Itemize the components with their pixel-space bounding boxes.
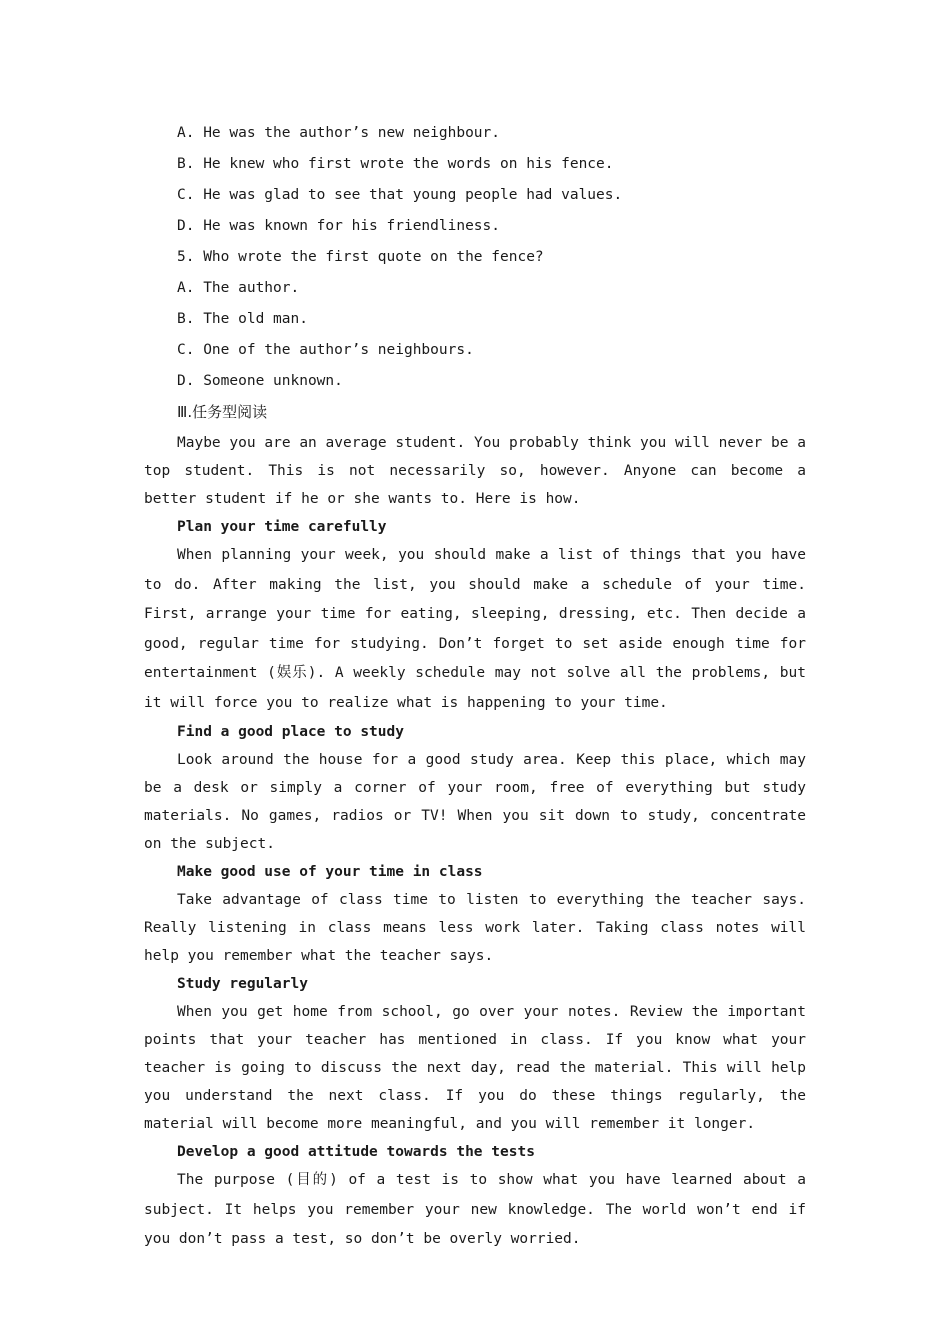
section-title: Ⅲ.任务型阅读: [177, 403, 268, 421]
paragraph-test-attitude: The purpose (目的) of a test is to show what you have learned about a subject. It helps you remember your new knowledge. The world won’t end if you don’t pass a test, so don’t be overly worried.: [144, 1172, 806, 1247]
heading-study-regularly: Study regularly: [177, 976, 308, 992]
heading-plan-time: Plan your time carefully: [177, 519, 387, 535]
intro-paragraph: Maybe you are an average student. You probably think you will never be a top student. This is not necessarily so, however. Anyone can become a better student if he or she wants to. Here is how.: [144, 435, 806, 507]
heading-study-place: Find a good place to study: [177, 724, 404, 740]
q5-option-b: B. The old man.: [177, 311, 308, 327]
paragraph-plan-time: When planning your week, you should make a list of things that you have to do. After making the list, you should make a schedule of your time. First, arrange your time for eating, sleeping, dressing, etc. Then decide a good, regular time for studying. Don’t forget to set aside enough time for entertainment (娱乐). A weekly schedule may not solve all the problems, but it will force you to realize what is happening to your time.: [144, 547, 806, 711]
q5-option-c: C. One of the author’s neighbours.: [177, 342, 474, 358]
paragraph-class-time: Take advantage of class time to listen to everything the teacher says. Really listening in class means less work later. Taking class notes will help you remember what the teacher says.: [144, 892, 806, 964]
q5-option-a: A. The author.: [177, 280, 300, 296]
question-5: 5. Who wrote the first quote on the fence?: [177, 249, 544, 265]
heading-class-time: Make good use of your time in class: [177, 864, 483, 880]
paragraph-study-place: Look around the house for a good study area. Keep this place, which may be a desk or simply a corner of your room, free of everything but study materials. No games, radios or TV! When you sit down to study, concentrate on the subject.: [144, 752, 806, 852]
q4-option-a: A. He was the author’s new neighbour.: [177, 125, 501, 141]
q4-option-d: D. He was known for his friendliness.: [177, 218, 501, 234]
heading-test-attitude: Develop a good attitude towards the tests: [177, 1144, 535, 1160]
q5-option-d: D. Someone unknown.: [177, 373, 343, 389]
document-page: [144, 119, 806, 1255]
q4-option-c: C. He was glad to see that young people had values.: [177, 187, 623, 203]
q4-option-b: B. He knew who first wrote the words on his fence.: [177, 156, 614, 172]
paragraph-study-regularly: When you get home from school, go over your notes. Review the important points that your teacher has mentioned in class. If you know what your teacher is going to discuss the next day, read the material. This will help you understand the next class. If you do these things regularly, the material will become more meaningful, and you will remember it longer.: [144, 1004, 806, 1132]
